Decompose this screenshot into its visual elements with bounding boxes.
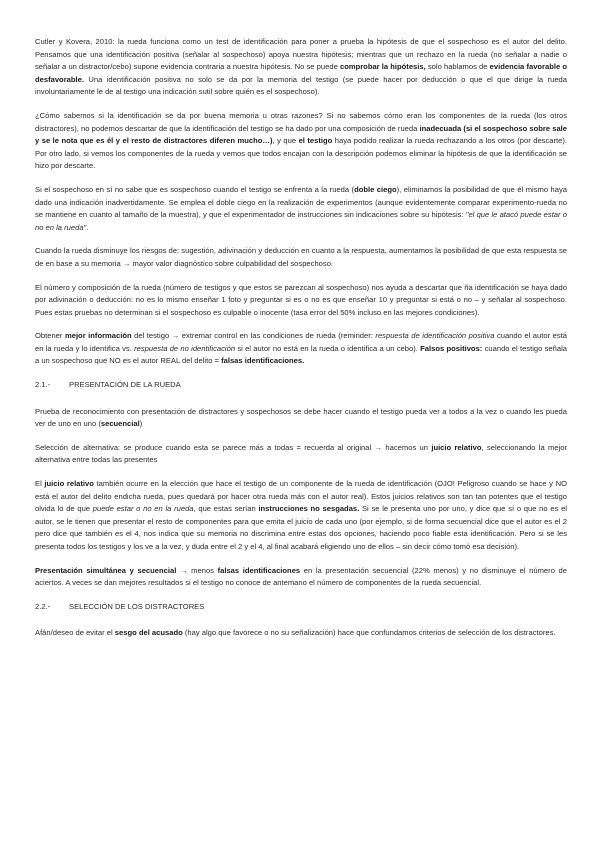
paragraph-seleccion-alternativa <box>35 442 567 467</box>
text-run: Prueba de reconocimiento con presentación de distractores y sospechosos se debe hacer cuando el testigo pueda ver a todos a la vez o cuando les pueda ver de uno en uno ( <box>35 406 567 429</box>
text-run: mayor valor diagnóstico sobre culpabilidad del sospechoso. <box>130 258 334 268</box>
paragraph-cutler-kovera <box>35 36 567 99</box>
text-run: , que estas serían <box>193 504 259 514</box>
arrow-icon: → <box>179 565 188 575</box>
arrow-icon: → <box>122 258 131 268</box>
bold-run: doble ciego <box>354 184 397 194</box>
paragraph-prueba-reconocimiento <box>35 406 567 431</box>
section-number: 2.1.- <box>35 380 51 390</box>
text-run: Si se le presenta uno por uno, y dice que sí o que no es el autor, se le tienen que presentar el resto de componentes para que emita el juicio de cada uno (por ejemplo, si de forma secuencial dice que el autor es el 2 pero dice que también es el 4, nos indica que su memoria no discrimina entre estas dos opciones, haciendo poco fiable esta identificación. Pero si se les presenta todos los testigos y los ve a la vez, y duda entre el 2 y el 4, al final acabará eligiendo uno de ellos – sin decir cómo tomó esa decisión). <box>35 504 567 551</box>
text-run: hacemos un <box>382 442 432 452</box>
bold-run: falsas identificaciones <box>217 565 301 575</box>
text-run: ) <box>139 419 143 429</box>
section-heading-presentacion <box>35 379 567 392</box>
text-run: , seleccionando la mejor alternativa entre todas las presentes <box>35 442 568 465</box>
text-run: . <box>86 222 89 232</box>
italic-run: puede estar o no en la rueda <box>92 504 194 514</box>
text-run: Si el sospechoso en sí no sabe que es sospechoso cuando el testigo se enfrenta a la rueda ( <box>35 184 355 194</box>
text-run: , y que <box>272 136 299 146</box>
text-run: solo hablamos de <box>425 62 490 72</box>
bold-run: sesgo del acusado <box>114 628 183 638</box>
section-number: 2.2.- <box>35 601 51 611</box>
document-page <box>35 36 567 651</box>
paragraph-mejor-informacion <box>35 330 567 368</box>
italic-run: respuesta de identificación positiva <box>375 331 495 341</box>
bold-run: secuencial <box>100 419 140 429</box>
text-run: ), eliminamos la posibilidad de que él mismo haya dado una indicación inadvertidamente. Se emplea el doble ciego en la realización de experimentos (aunque evidentemente comparar experimento-rueda no se mantiene en cuanto al tamaño de la muestra), y que el experimentador de instrucciones sin indicaciones sobre su hipótesis: <box>35 184 567 220</box>
paragraph-numero-composicion <box>35 282 567 320</box>
paragraph-juicio-relativo <box>35 478 567 554</box>
bold-run: instrucciones no sesgadas. <box>258 504 360 514</box>
text-run: Cutler y Kovera, 2010: la rueda funciona como un test de identificación para poner a prueba la hipótesis de que el sospechoso es el autor del delito. Pensamos que una identificación positiva (señalar al sospechoso) apoya nuestra hipótesis; mientras que un rechazo en la rueda (no señalar a nadie o señalar a un distractor/cebo) supone evidencia contraria a nuestra hipótesis. No se puede <box>35 37 567 72</box>
bold-run: comprobar la hipótesis, <box>339 62 426 72</box>
bold-run: juicio relativo <box>44 479 94 489</box>
bold-run: juicio relativo <box>431 442 482 452</box>
text-run: del testigo <box>131 331 172 341</box>
bold-run: el testigo <box>298 136 333 146</box>
arrow-icon: → <box>171 331 180 341</box>
bold-run: mejor información <box>64 331 132 341</box>
bold-run: inadecuada (si el sospechoso sobre sale y se le nota que es él y el resto de distractores diferen mucho…) <box>35 123 568 146</box>
paragraph-sesgo-acusado <box>35 627 567 640</box>
paragraph-riesgos <box>35 245 567 270</box>
bold-run: evidencia favorable o desfavorable. <box>35 62 567 84</box>
text-run: haya podido realizar la rueda rechazando a los otros (por descarte). Por otro lado, si vemos los componentes de la rueda y vemos que todos encajan con la descripción podemos eliminar la hipótesis de que la identificación se hizo por descarte. <box>35 136 567 171</box>
paragraph-presentacion-simultanea <box>35 565 567 590</box>
text-run: extremar control en las condiciones de rueda (reminder: <box>179 331 376 341</box>
text-run: Cuando la rueda disminuye los riesgos de: sugestión, adivinación y deducción en cuanto a la respuesta, aumentamos la posibilidad de que esta respuesta se de en base a su memoria <box>35 246 567 268</box>
section-title: PRESENTACIÓN DE LA RUEDA <box>69 380 181 390</box>
text-run: (hay algo que favorece o no su señalización) hace que confundamos criterios de selección de los distractores. <box>182 628 556 638</box>
text-run: en la presentación secuencial (22% menos) y no disminuye el número de aciertos. A veces se dan mejores resultados si el testigo no conoce de antemano el número de componentes de la rueda secuencial. <box>35 565 567 588</box>
italic-run: respuesta de no identificación <box>134 343 236 353</box>
paragraph-buena-memoria <box>35 110 567 173</box>
text-run: El número y composición de la rueda (número de testigos y que estos se parezcan al sospechoso) nos ayuda a descartar que ña identificación se haya dado por adivinación o deducción: no es lo mismo enseñar 1 foto y preguntar si es o no es que enseñar 10 y preguntar si está o no – y señalar al sospechoso. Pues estas pruebas no determinan si el sospechoso es culpable o inocente (tasa error del 50% incluso en las mejores condiciones). <box>35 282 567 317</box>
text-run: cuando el testigo señala a un sospechoso que NO es el autor REAL del delito = <box>35 343 567 366</box>
italic-run: "el que le atacó puede estar o no en la rueda" <box>35 210 567 232</box>
text-run: si el autor no está en la rueda o identifica a un cebo). <box>235 343 421 353</box>
paragraph-doble-ciego <box>35 184 567 234</box>
text-run: Una identificación positiva no solo se da por la memoria del testigo (se puede hacer por deducción o que el que dirige la rueda involuntariamente le de al testigo una indicación sutil sobre quién es el sospechoso). <box>35 74 567 97</box>
text-run: ¿Cómo sabemos si la identificación se da por buena memoria u otras razones? Si no sabemos cómo eran los componentes de la rueda (los otros distractores), no podemos descartar de que la identificación del testigo se ha dado por una composición de rueda <box>35 110 567 133</box>
text-run: Afán/deseo de evitar el <box>35 628 115 638</box>
bold-run: Presentación simultánea y secuencial <box>35 565 177 575</box>
arrow-icon: → <box>374 442 383 452</box>
text-run: menos <box>187 565 218 575</box>
bold-run: falsas identificaciones. <box>221 356 305 366</box>
text-run: Obtener <box>35 331 65 341</box>
text-run: El <box>35 479 45 489</box>
section-title: SELECCIÓN DE LOS DISTRACTORES <box>69 601 205 611</box>
text-run: también ocurre en la elección que hace el testigo de un componente de la rueda de identificación (OJO! Peligroso cuando se hace y NO está el autor del delito endicha rueda, pues quedará por hacer otra rueda más con el autor real). Estos juicios relativos son tan tan potentes que el testigo olvida lo de que <box>35 479 567 514</box>
bold-run: Falsos positivos: <box>420 343 483 353</box>
section-heading-distractores <box>35 601 567 614</box>
text-run: cuando el autor está en la rueda y lo identifica vs. <box>35 331 567 353</box>
text-run: Selección de alternativa: se produce cuando esta se parece más a todas = recuerda al original <box>35 442 375 452</box>
